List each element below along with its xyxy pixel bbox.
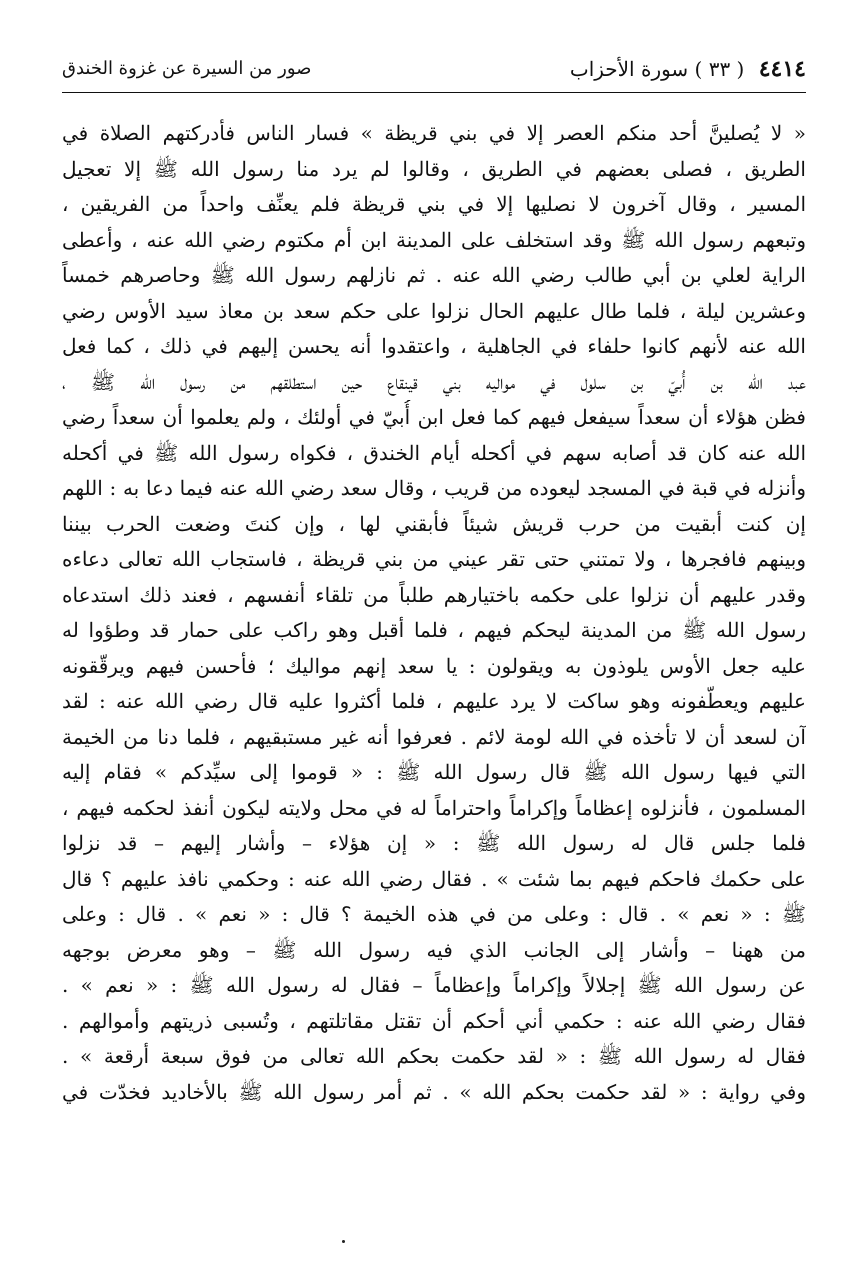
text-line: التي فيها رسول الله ﷺ قال رسول الله ﷺ : « قوموا إلى سيِّدكم » فقام إليه xyxy=(62,760,806,784)
text-line: وتبعهم رسول الله ﷺ وقد استخلف على المدينة ابن أم مكتوم رضي الله عنه ، وأعطى xyxy=(62,227,806,252)
text-line: الراية لعلي بن أبي طالب رضي الله عنه . ثم نازلهم رسول الله ﷺ وحاصرهم خمساً xyxy=(62,263,806,287)
page-number: ٤٤١٤ xyxy=(758,56,806,82)
text-line: عليهم ويعطّفونه وهو ساكت لا يرد عليهم ، فلما أكثروا عليه قال رضي الله عنه : لقد xyxy=(62,689,806,713)
text-line: المسير ، وقال آخرون لا نصليها إلا في بني قريظة فلم يعنِّف واحداً من الفريقين ، xyxy=(62,192,806,216)
running-header xyxy=(62,52,806,93)
text-line: وأنزله في قبة في المسجد ليعوده من قريب ، وقال سعد رضي الله عنه فيما دعا به : اللهم xyxy=(62,476,806,500)
text-line: على حكمك فاحكم فيهم بما شئت » . فقال رضي الله عنه : وحكمي نافذ عليهم ؟ قال xyxy=(62,866,806,891)
text-line: فلما جلس قال له رسول الله ﷺ : « إن هؤلاء – وأشار إليهم – قد نزلوا xyxy=(62,831,806,855)
text-line: وبينهم فافجرها ، ولا تمتني حتى تقر عيني من بني قريظة ، فاستجاب الله تعالى دعاءه xyxy=(62,547,806,571)
text-line: عليه جعل الأوس يلوذون به ويقولون : يا سعد إنهم مواليك ؛ فأحسن فيهم ويرقّقونه xyxy=(62,653,806,678)
text-line: وقدر عليهم أن نزلوا على حكمه باختيارهم طلباً من تلقاء أنفسهم ، فعند ذلك استدعاه xyxy=(62,582,806,607)
text-line: رسول الله ﷺ من المدينة ليحكم فيهم ، فلما أقبل وهو راكب على حمار قد وطؤوا له xyxy=(62,618,806,642)
surah-label: ( ٣٣ ) سورة الأحزاب xyxy=(569,57,745,81)
text-line: الله عنه لأنهم كانوا حلفاء في الجاهلية ، واعتقدوا أنه يحسن إليهم في ذلك ، كما فعل xyxy=(62,334,806,358)
header-page-info xyxy=(570,56,806,82)
text-line: فظن هؤلاء أن سعداً سيفعل فيهم كما فعل ابن أُبيّ في أولئك ، ولم يعلموا أن سعداً رضي xyxy=(62,405,806,429)
text-line: فقال له رسول الله ﷺ : « لقد حكمت بحكم الله تعالى من فوق سبعة أرقعة » . xyxy=(62,1044,806,1068)
text-line: الله عنه كان قد أصابه سهم في أكحله أيام الخندق ، فكواه رسول الله ﷺ في أكحله xyxy=(62,440,806,465)
text-line: عبد الله بن أُبيّ بن سلول في مواليه بني قينقاع حين استطلقهم من رسول الله ﷺ ، xyxy=(62,369,806,394)
page-mark xyxy=(342,1240,345,1243)
body-text xyxy=(62,116,806,1110)
text-line: « لا يُصلينَّ أحد منكم العصر إلا في بني قريظة » فسار الناس فأدركتهم الصلاة في xyxy=(62,121,806,145)
text-line: إن كنت أبقيت من حرب قريش شيئاً فأبقني لها ، وإن كنتَ وضعت الحرب بيننا xyxy=(62,511,806,536)
text-line: وعشرين ليلة ، فلما طال عليهم الحال نزلوا على حكم سعد بن معاذ سيد الأوس رضي xyxy=(62,298,806,323)
text-line: فقال رضي الله عنه : حكمي أني أحكم أن تقتل مقاتلتهم ، وتُسبى ذريتهم وأموالهم . xyxy=(62,1008,806,1033)
text-line: الطريق ، فصلى بعضهم في الطريق ، وقالوا لم يرد منا رسول الله ﷺ إلا تعجيل xyxy=(62,156,806,181)
text-line: ﷺ : « نعم » . قال : وعلى من في هذه الخيمة ؟ قال : « نعم » . قال : وعلى xyxy=(62,902,806,926)
text-line: المسلمون ، فأنزلوه إعظاماً وإكراماً واحتراماً له في محل ولايته ليكون أنفذ لحكمه فيهم ، xyxy=(62,795,806,820)
text-line: آن لسعد أن لا تأخذه في الله لومة لائم . فعرفوا أنه غير مستبقيهم ، فلما دنا من الخيمة xyxy=(62,724,806,749)
text-line: من ههنا – وأشار إلى الجانب الذي فيه رسول الله ﷺ – وهو معرض بوجهه xyxy=(62,937,806,962)
text-line: وفي رواية : « لقد حكمت بحكم الله » . ثم أمر رسول الله ﷺ بالأخاديد فخدّت في xyxy=(62,1079,806,1104)
text-line: عن رسول الله ﷺ إجلالاً وإكراماً وإعظاماً – فقال له رسول الله ﷺ : « نعم » . xyxy=(62,973,806,997)
chapter-title: صور من السيرة عن غزوة الخندق xyxy=(62,58,312,79)
